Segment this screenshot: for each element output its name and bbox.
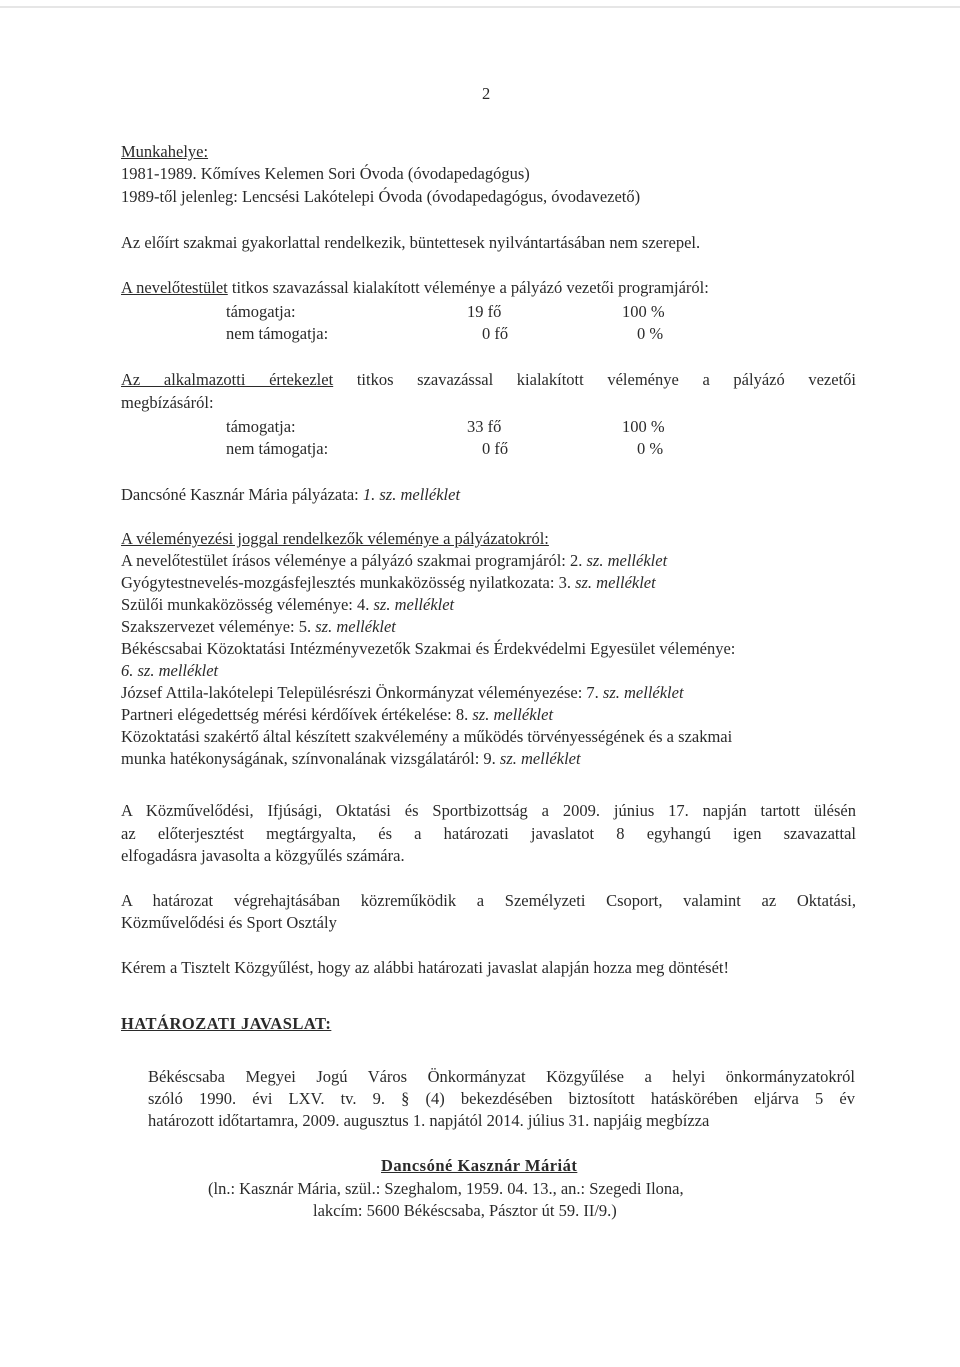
staff-vote-heading-rest: titkos szavazással kialakított véleménye a pályázó vezetői	[333, 370, 856, 389]
opinion-item-ref: sz. melléklet	[373, 595, 455, 614]
committee-line-3: elfogadásra javasolta a közgyűlés számára.	[121, 846, 405, 865]
practice-text: Az előírt szakmai gyakorlattal rendelkezik, büntettesek nyilvántartásában nem szerepel.	[121, 233, 701, 252]
workplace-line-1: 1981-1989. Kőmíves Kelemen Sori Óvoda (óvodapedagógus)	[121, 164, 530, 183]
jozsef-attila-line	[121, 685, 684, 702]
expert-opinion-line-1: Közoktatási szakértő által készített szakvélemény a működés törvényességének és a szakmai	[121, 727, 733, 746]
opinion-item-text: Gyógytestnevelés-mozgásfejlesztés munkaközösség nyilatkozata: 3.	[121, 573, 576, 592]
board-vote-label-support: támogatja:	[226, 302, 296, 321]
opinion-item-ref: sz. melléklet	[586, 551, 668, 570]
workplace-heading: Munkahelye:	[121, 142, 209, 161]
proposal-line-3: határozott időtartamra, 2009. augusztus 1. napjától 2014. július 31. napjáig megbízza	[148, 1111, 710, 1130]
staff-vote-count-oppose: 0 fő	[482, 439, 509, 458]
request-text: Kérem a Tisztelt Közgyűlést, hogy az alábbi határozati javaslat alapján hozza meg döntését!	[121, 958, 729, 977]
execution-line-1: A határozat végrehajtásában közreműködik a Személyzeti Csoport, valamint az Oktatási,	[121, 891, 856, 910]
staff-vote-heading-line-2: megbízásáról:	[121, 393, 214, 412]
appointee-details-2: lakcím: 5600 Békéscsaba, Pásztor út 59. II/9.)	[313, 1201, 617, 1220]
bekescsaba-association-line: Békéscsabai Közoktatási Intézményvezetők Szakmai és Érdekvédelmi Egyesület véleménye:	[121, 639, 736, 658]
board-vote-count-support: 19 fő	[467, 302, 502, 321]
partner-survey-ref: sz. melléklet	[472, 705, 554, 724]
execution-line-2: Közművelődési és Sport Osztály	[121, 913, 337, 932]
committee-line-2: az előterjesztést megtárgyalta, és a határozati javaslatot 8 egyhangú igen szavazattal	[121, 824, 856, 843]
opinions-heading: A véleményezési joggal rendelkezők véleménye a pályázatokról:	[121, 529, 549, 548]
opinion-item-text: A nevelőtestület írásos véleménye a pályázó szakmai programjáról: 2.	[121, 551, 587, 570]
board-vote-heading-underlined: A nevelőtestület	[121, 278, 228, 297]
partner-survey-line	[121, 707, 553, 724]
proposal-line-1: Békéscsaba Megyei Jogú Város Önkormányzat Közgyűlése a helyi önkormányzatokról	[148, 1067, 855, 1086]
proposal-heading: HATÁROZATI JAVASLAT:	[121, 1014, 332, 1033]
opinion-item-2	[121, 575, 656, 592]
opinion-item-text: Szakszervezet véleménye: 5.	[121, 617, 316, 636]
board-vote-percent-oppose: 0 %	[637, 324, 664, 343]
jozsef-attila-ref: sz. melléklet	[602, 683, 684, 702]
expert-opinion-ref: sz. melléklet	[499, 749, 581, 768]
opinion-item-ref: sz. melléklet	[315, 617, 396, 636]
opinion-item-ref: sz. melléklet	[575, 573, 656, 592]
board-vote-percent-support: 100 %	[622, 302, 665, 321]
opinion-item-4	[121, 619, 396, 636]
application-ref: 1. sz. melléklet	[362, 485, 461, 504]
appointee-name: Dancsóné Kasznár Máriát	[381, 1156, 578, 1175]
appointee-details-1: (ln.: Kasznár Mária, szül.: Szeghalom, 1959. 04. 13., an.: Szegedi Ilona,	[208, 1179, 684, 1198]
expert-opinion-text: munka hatékonyságának, színvonalának vizsgálatáról: 9.	[121, 749, 500, 768]
board-vote-count-oppose: 0 fő	[482, 324, 509, 343]
expert-opinion-line-2	[121, 751, 581, 768]
staff-vote-heading-underlined: Az alkalmazotti értekezlet	[121, 370, 334, 389]
partner-survey-text: Partneri elégedettség mérési kérdőívek értékelése: 8.	[121, 705, 473, 724]
application-line	[121, 487, 460, 504]
opinion-item-3	[121, 597, 454, 614]
bekescsaba-association-ref: 6. sz. melléklet	[121, 661, 219, 680]
page-number: 2	[482, 84, 491, 103]
staff-vote-label-support: támogatja:	[226, 417, 296, 436]
staff-vote-label-oppose: nem támogatja:	[226, 439, 329, 458]
scan-edge	[0, 6, 960, 8]
application-text: Dancsóné Kasznár Mária pályázata:	[121, 485, 363, 504]
board-vote-heading-rest: titkos szavazással kialakított véleménye a pályázó vezetői programjáról:	[227, 278, 709, 297]
staff-vote-count-support: 33 fő	[467, 417, 502, 436]
staff-vote-percent-support: 100 %	[622, 417, 665, 436]
opinion-item-1	[121, 553, 667, 570]
opinion-item-text: Szülői munkaközösség véleménye: 4.	[121, 595, 374, 614]
board-vote-heading	[121, 280, 709, 297]
jozsef-attila-text: József Attila-lakótelepi Településrészi Önkormányzat véleményezése: 7.	[121, 683, 603, 702]
workplace-line-2: 1989-től jelenleg: Lencsési Lakótelepi Óvoda (óvodapedagógus, óvodavezető)	[121, 187, 641, 206]
staff-vote-percent-oppose: 0 %	[637, 439, 664, 458]
proposal-line-2: szóló 1990. évi LXV. tv. 9. § (4) bekezdésében biztosított hatáskörében eljárva 5 év	[148, 1089, 855, 1108]
board-vote-label-oppose: nem támogatja:	[226, 324, 329, 343]
staff-vote-heading	[121, 372, 856, 389]
committee-line-1: A Közművelődési, Ifjúsági, Oktatási és Sportbizottság a 2009. június 17. napján tartott ülésén	[121, 801, 856, 820]
